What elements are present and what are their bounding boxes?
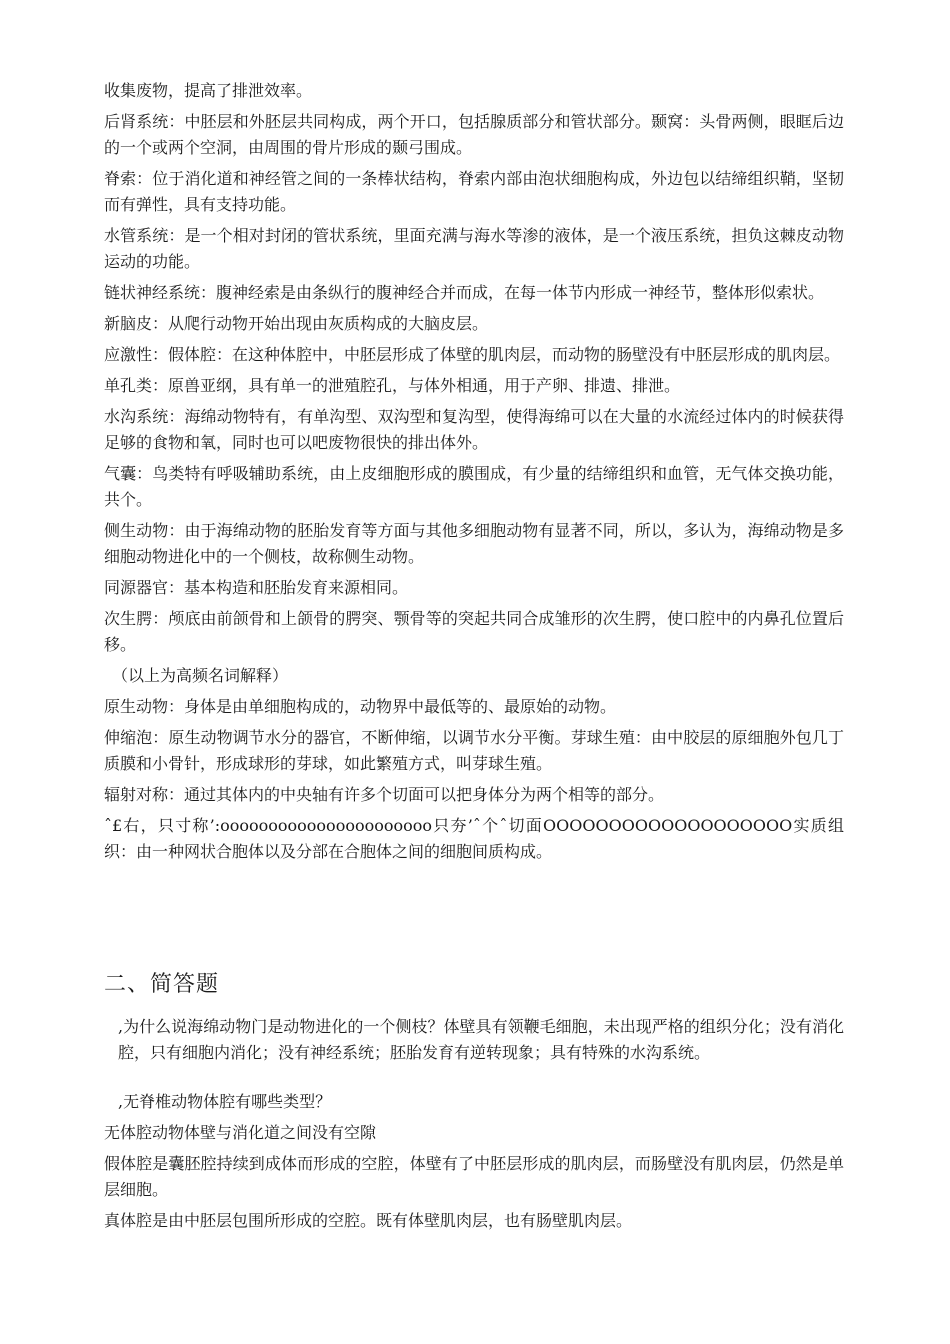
- note-line: （以上为高频名词解释）: [112, 666, 289, 685]
- definition-paragraph: 气囊：鸟类特有呼吸辅助系统，由上皮细胞形成的膜围成，有少量的结缔组织和血管，无气体交换功能，共个。: [104, 464, 844, 509]
- definition-paragraph: 次生腭：颅底由前颌骨和上颌骨的腭突、颚骨等的突起共同合成雏形的次生腭，使口腔中的内鼻孔位置后移。: [104, 609, 844, 654]
- question-title-2: ,无脊椎动物体腔有哪些类型？: [118, 1092, 332, 1111]
- question-answer-1: ,为什么说海绵动物门是动物进化的一个侧枝？体壁具有领鞭毛细胞，未出现严格的组织分化；没有消化腔，只有细胞内消化；没有神经系统；胚胎发育有逆转现象；具有特殊的水沟系统。: [118, 1017, 844, 1062]
- section-heading: 二、简答题: [104, 972, 220, 997]
- definition-paragraph: 新脑皮：从爬行动物开始出现由灰质构成的大脑皮层。: [104, 314, 489, 333]
- definition-paragraph: 伸缩泡：原生动物调节水分的器官，不断伸缩，以调节水分平衡。芽球生殖：由中胶层的原细胞外包几丁质膜和小骨针，形成球形的芽球，如此繁殖方式，叫芽球生殖。: [104, 728, 844, 773]
- definition-paragraph: 收集废物，提高了排泄效率。: [104, 81, 313, 100]
- definition-paragraph: 侧生动物：由于海绵动物的胚胎发育等方面与其他多细胞动物有显著不同，所以，多认为，海绵动物是多细胞动物进化中的一个侧枝，故称侧生动物。: [104, 521, 844, 566]
- definition-paragraph: ˆ£右，只寸称’:oooooooooooooooooooooo只夯’ˆ个ˆ切面OOOOOOOOOOOOOOOOOOO实质组织：由一种网状合胞体以及分部在合胞体之间的细胞间质构成。: [104, 816, 844, 861]
- answer-line: 无体腔动物体壁与消化道之间没有空隙: [104, 1123, 377, 1142]
- definition-paragraph: 脊索：位于消化道和神经管之间的一条棒状结构，脊索内部由泡状细胞构成，外边包以结缔组织鞘，坚韧而有弹性，具有支持功能。: [104, 169, 844, 214]
- definition-paragraph: 应激性：假体腔：在这种体腔中，中胚层形成了体壁的肌肉层，而动物的肠壁没有中胚层形成的肌肉层。: [104, 345, 841, 364]
- question-spacer: [104, 1071, 844, 1089]
- definition-paragraph: 同源器官：基本构造和胚胎发育来源相同。: [104, 578, 409, 597]
- section-spacer: [104, 870, 844, 970]
- answer-line: 假体腔是囊胚腔持续到成体而形成的空腔，体壁有了中胚层形成的肌肉层，而肠壁没有肌肉层，仍然是单层细胞。: [104, 1154, 844, 1199]
- definition-paragraph: 水沟系统：海绵动物特有，有单沟型、双沟型和复沟型，使得海绵可以在大量的水流经过体内的时候获得足够的食物和氧，同时也可以吧废物很快的排出体外。: [104, 407, 844, 452]
- definition-paragraph: 辐射对称：通过其体内的中央轴有许多个切面可以把身体分为两个相等的部分。: [104, 785, 665, 804]
- definition-paragraph: 后肾系统：中胚层和外胚层共同构成，两个开口，包括腺质部分和管状部分。颞窝：头骨两侧，眼眶后边的一个或两个空洞，由周围的骨片形成的颞弓围成。: [104, 112, 844, 157]
- definition-paragraph: 原生动物：身体是由单细胞构成的，动物界中最低等的、最原始的动物。: [104, 697, 617, 716]
- answer-line: 真体腔是由中胚层包围所形成的空腔。既有体壁肌肉层，也有肠壁肌肉层。: [104, 1211, 633, 1230]
- definition-paragraph: 链状神经系统：腹神经索是由条纵行的腹神经合并而成，在每一体节内形成一神经节，整体形似索状。: [104, 283, 825, 302]
- definition-paragraph: 单孔类：原兽亚纲，具有单一的泄殖腔孔，与体外相通，用于产卵、排遗、排泄。: [104, 376, 681, 395]
- definition-paragraph: 水管系统：是一个相对封闭的管状系统，里面充满与海水等渗的液体，是一个液压系统，担负这棘皮动物运动的功能。: [104, 226, 844, 271]
- document-page: [104, 78, 844, 1239]
